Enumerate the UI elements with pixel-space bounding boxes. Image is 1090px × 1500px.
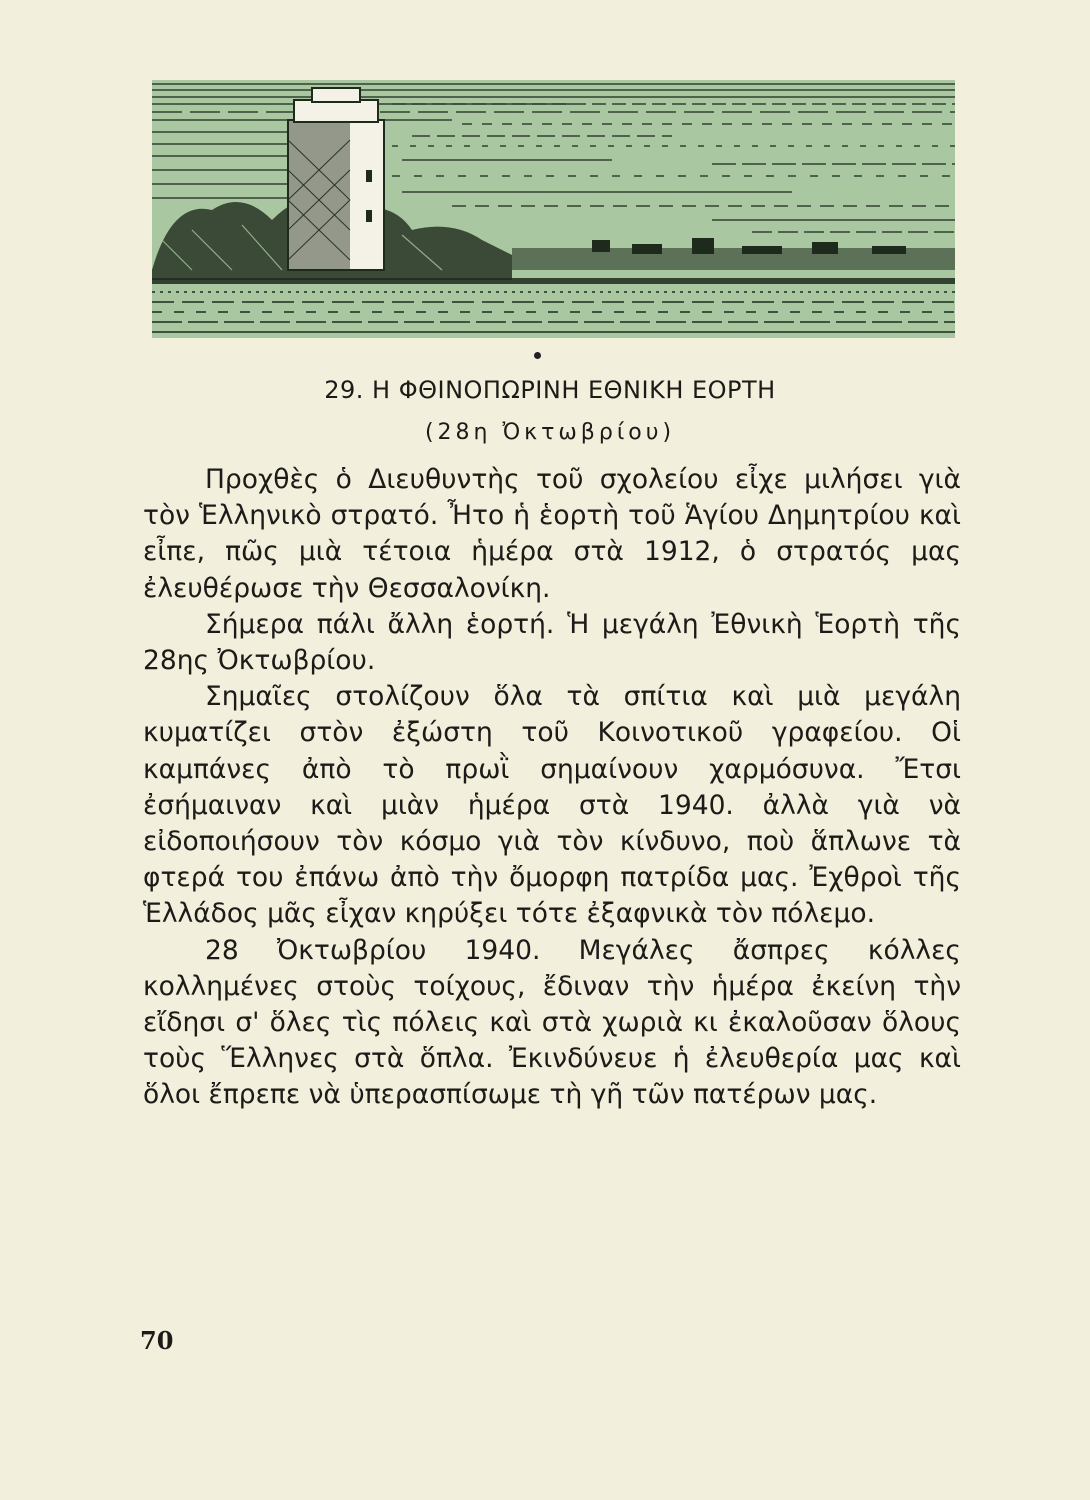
page-number: 70 <box>140 1326 174 1355</box>
white-tower-thessaloniki-illustration <box>152 80 955 338</box>
paragraph: Σημαῖες στολίζουν ὅλα τὰ σπίτια καὶ μιὰ μεγάλη κυματίζει στὸν ἐξώστη τοῦ Κοινοτικοῦ γραφείου. Οἱ καμπάνες ἀπὸ τὸ πρωῒ σημαίνουν χαρμόσυνα. Ἔτσι ἐσήμαιναν καὶ μιὰν ἡμέρα στὰ 1940. ἀλλὰ γιὰ νὰ εἰδοποιήσουν τὸν κόσμο γιὰ τὸν κίνδυνο, ποὺ ἅπλωνε τὰ φτερά του ἐπάνω ἀπὸ τὴν ὄμορφη πατρίδα μας. Ἐχθροὶ τῆς Ἑλλάδος μᾶς εἶχαν κηρύξει τότε ἐξαφνικὰ τὸν πόλεμο. <box>143 681 961 930</box>
paragraph: Προχθὲς ὁ Διευθυντὴς τοῦ σχολείου εἶχε μιλήσει γιὰ τὸν Ἑλληνικὸ στρατό. Ἦτο ἡ ἑορτὴ τοῦ Ἁγίου Δημητρίου καὶ εἶπε, πῶς μιὰ τέτοια ἡμέρα στὰ 1912, ὁ στρατός μας ἐλευθέρωσε τὴν Θεσσαλονίκη. <box>143 464 961 604</box>
white-tower-illustration <box>152 80 955 338</box>
paragraph: 28 Ὀκτωβρίου 1940. Μεγάλες ἄσπρες κόλλες κολλημένες στοὺς τοίχους, ἔδιναν τὴν ἡμέρα ἐκείνη τὴν εἴδησι σ' ὅλες τὶς πόλεις καὶ στὰ χωριὰ κι ἐκαλοῦσαν ὅλους τοὺς Ἕλληνες στὰ ὅπλα. Ἐκινδύνευε ἡ ἐλευθερία μας καὶ ὅλοι ἔπρεπε νὰ ὑπερασπίσωμε τὴ γῆ τῶν πατέρων μας. <box>143 934 961 1111</box>
lesson-body <box>143 462 961 1114</box>
ornament-dot <box>534 352 541 359</box>
lesson-title: 29. Η ΦΘΙΝΟΠΩΡΙΝΗ ΕΘΝΙΚΗ ΕΟΡΤΗ <box>324 376 776 404</box>
paragraph: Σήμερα πάλι ἄλλη ἑορτή. Ἡ μεγάλη Ἐθνικὴ Ἑορτὴ τῆς 28ης Ὀκτωβρίου. <box>143 608 961 677</box>
lesson-subtitle: (28η Ὀκτωβρίου) <box>424 420 676 445</box>
